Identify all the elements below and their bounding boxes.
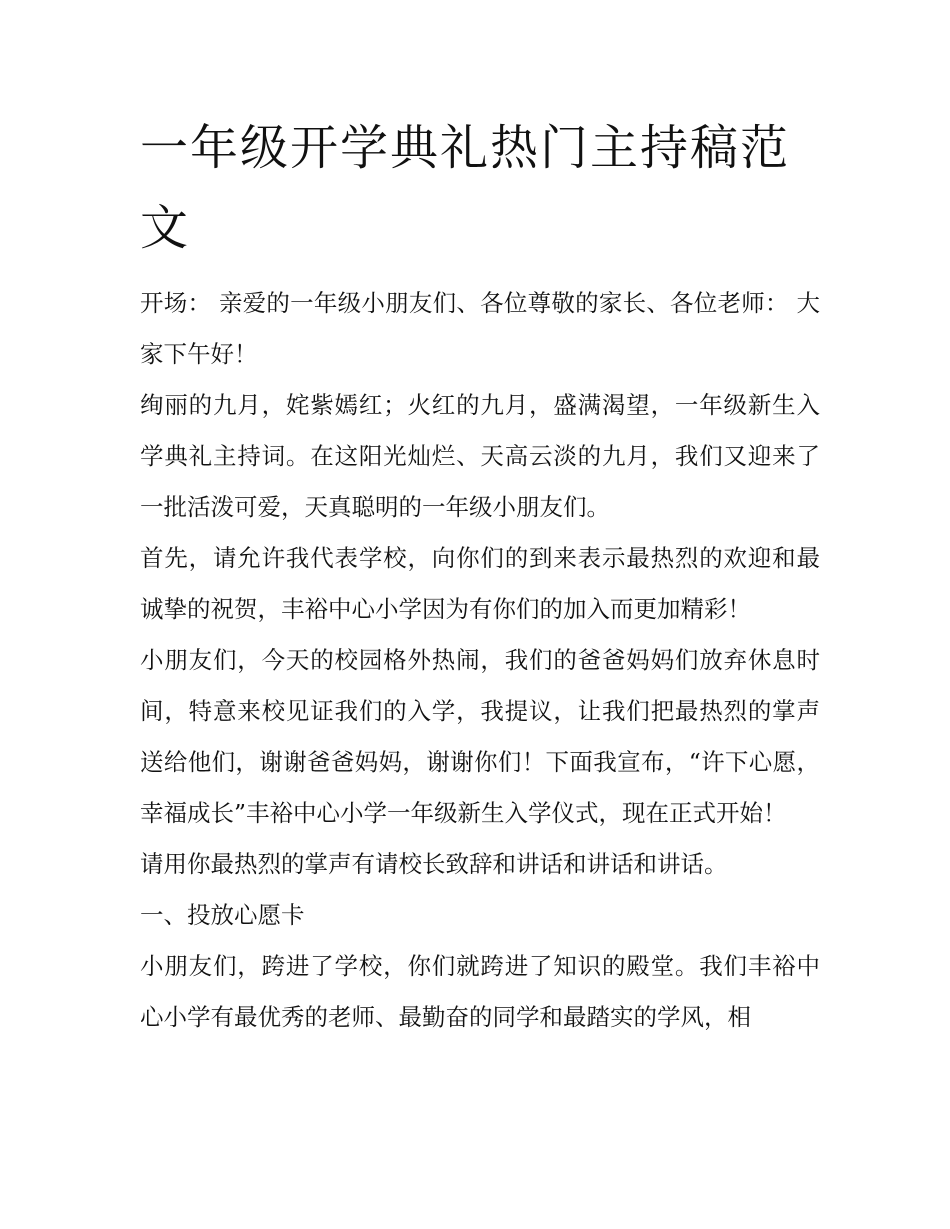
section-heading-wish-card: 一、投放心愿卡 bbox=[140, 901, 305, 929]
paragraph-welcome: 首先，请允许我代表学校，向你们的到来表示最热烈的欢迎和最诚挚的祝贺，丰裕中心小学因为有你们的加入而更加精彩！ bbox=[140, 544, 820, 623]
paragraph-knowledge: 小朋友们，跨进了学校，你们就跨进了知识的殿堂。我们丰裕中心小学有最优秀的老师、最勤奋的同学和最踏实的学风，相 bbox=[140, 952, 820, 1031]
paragraph-opening: 开场： 亲爱的一年级小朋友们、各位尊敬的家长、各位老师： 大家下午好！ bbox=[140, 289, 820, 368]
paragraph-september: 绚丽的九月，姹紫嫣红；火红的九月，盛满渴望，一年级新生入学典礼主持词。在这阳光灿烂、天高云淡的九月，我们又迎来了一批活泼可爱，天真聪明的一年级小朋友们。 bbox=[140, 391, 820, 521]
paragraph-parents: 小朋友们，今天的校园格外热闹，我们的爸爸妈妈们放弃休息时间，特意来校见证我们的入学，我提议，让我们把最热烈的掌声送给他们，谢谢爸爸妈妈，谢谢你们！下面我宣布，“许下心愿，幸福成长”丰裕中心小学一年级新生入学仪式，现在正式开始！ bbox=[140, 646, 820, 827]
document-page bbox=[140, 108, 820, 1043]
document-title: 一年级开学典礼热门主持稿范文 bbox=[140, 120, 791, 256]
paragraph-principal: 请用你最热烈的掌声有请校长致辞和讲话和讲话和讲话。 bbox=[140, 850, 728, 878]
